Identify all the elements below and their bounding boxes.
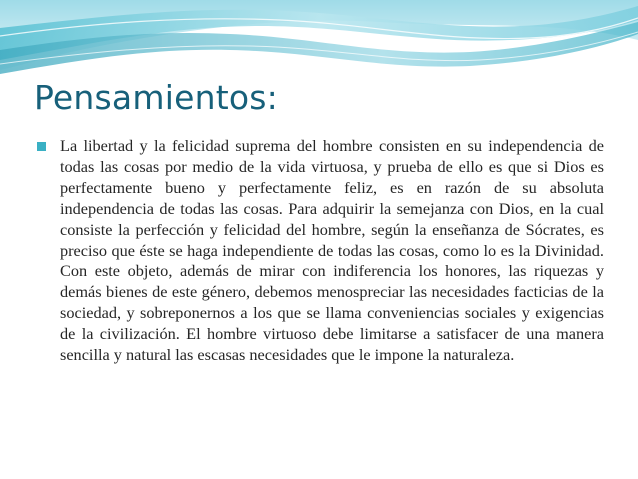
bullet-item (36, 136, 604, 366)
square-bullet-icon (37, 142, 46, 151)
slide-title: Pensamientos: (34, 78, 278, 117)
wave-header-decoration (0, 0, 638, 80)
bullet-text: La libertad y la felicidad suprema del hombre consisten en su independencia de todas las cosas por medio de la vida virtuosa, y prueba de ello es que si Dios es perfectamente bueno y perfectamente feliz, es en razón de su absoluta independencia de todas las cosas. Para adquirir la semejanza con Dios, en la cual consiste la perfección y felicidad del hombre, según la enseñanza de Sócrates, es preciso que éste se haga independiente de todas las cosas, como lo es la Divinidad. Con este objeto, además de mirar con indiferencia los honores, las riquezas y demás bienes de este género, debemos menospreciar las necesidades facticias de la sociedad, y sobreponernos a los que se llama conveniencias sociales y exigencias de la civilización. El hombre virtuoso debe limitarse a satisfacer de una manera sencilla y natural las escasas necesidades que le impone la naturaleza. (60, 136, 604, 365)
slide-content (36, 136, 604, 366)
